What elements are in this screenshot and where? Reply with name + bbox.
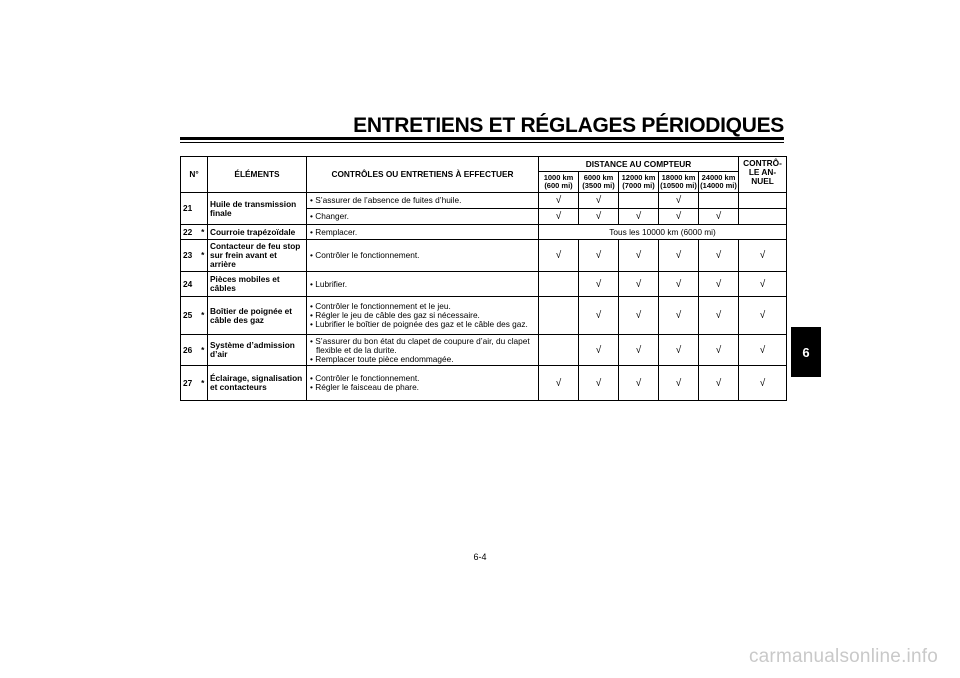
row-number: 23: [181, 240, 199, 272]
check-mark: √: [739, 366, 787, 401]
check-mark: √: [619, 297, 659, 335]
row-control: • Contrôler le fonctionnement.: [307, 240, 539, 272]
empty-cell: [739, 209, 787, 225]
check-mark: √: [659, 366, 699, 401]
row-control: [307, 297, 539, 335]
row-control: • Remplacer.: [307, 225, 539, 240]
check-mark: √: [619, 209, 659, 225]
table-row-24: [181, 272, 787, 297]
interval-span-text: Tous les 10000 km (6000 mi): [539, 225, 787, 240]
check-mark: √: [699, 272, 739, 297]
control-line: • Régler le faisceau de phare.: [310, 382, 419, 392]
row-element: Éclairage, signalisation et contacteurs: [208, 366, 307, 401]
check-mark: √: [579, 193, 619, 209]
row-element: Système d’admission d’air: [208, 335, 307, 366]
row-star: [199, 193, 208, 225]
row-star: *: [199, 335, 208, 366]
check-mark: √: [579, 240, 619, 272]
row-number: 22: [181, 225, 199, 240]
check-mark: √: [539, 209, 579, 225]
row-star: *: [199, 366, 208, 401]
page-number: 6-4: [473, 552, 487, 562]
check-mark: √: [699, 209, 739, 225]
title-rule-thick: [180, 137, 784, 140]
row-element: Courroie trapézoïdale: [208, 225, 307, 240]
header-controls: CONTRÔLES OU ENTRETIENS À EFFECTUER: [307, 157, 539, 193]
interval-3: 12000 km (7000 mi): [619, 172, 659, 193]
watermark: carmanualsonline.info: [748, 646, 938, 667]
check-mark: √: [659, 297, 699, 335]
check-mark: √: [579, 297, 619, 335]
empty-cell: [539, 335, 579, 366]
interval-1: 1000 km (600 mi): [539, 172, 579, 193]
row-control: [307, 335, 539, 366]
check-mark: √: [699, 335, 739, 366]
check-mark: √: [659, 209, 699, 225]
row-number: 26: [181, 335, 199, 366]
table-row-27: [181, 366, 787, 401]
check-mark: √: [539, 240, 579, 272]
row-element: Huile de transmission finale: [208, 193, 307, 225]
check-mark: √: [539, 193, 579, 209]
check-mark: √: [739, 297, 787, 335]
check-mark: √: [619, 272, 659, 297]
chapter-tab: 6: [791, 327, 821, 377]
control-line: • Régler le jeu de câble des gaz si nécessaire.: [310, 310, 480, 320]
control-line: • Remplacer toute pièce endommagée.: [310, 353, 454, 364]
row-star: *: [199, 240, 208, 272]
check-mark: √: [579, 209, 619, 225]
row-control: • Lubrifier.: [307, 272, 539, 297]
table-row-25: [181, 297, 787, 335]
page-title: ENTRETIENS ET RÉGLAGES PÉRIODIQUES: [353, 114, 784, 137]
check-mark: √: [699, 366, 739, 401]
row-element: Boîtier de poignée et câble des gaz: [208, 297, 307, 335]
control-line: • Contrôler le fonctionnement et le jeu.: [310, 301, 451, 311]
check-mark: √: [619, 240, 659, 272]
header-elements: ÉLÉMENTS: [208, 157, 307, 193]
check-mark: √: [659, 335, 699, 366]
title-rule-thin: [180, 142, 784, 143]
check-mark: √: [539, 366, 579, 401]
header-num: N°: [181, 157, 208, 193]
header-annual: CONTRÔ-LE AN-NUEL: [739, 157, 787, 193]
row-star: *: [199, 225, 208, 240]
header-distance: DISTANCE AU COMPTEUR: [539, 157, 739, 172]
empty-cell: [539, 272, 579, 297]
empty-cell: [699, 193, 739, 209]
check-mark: √: [659, 193, 699, 209]
check-mark: √: [699, 297, 739, 335]
check-mark: √: [699, 240, 739, 272]
row-control: • Changer.: [307, 209, 539, 225]
row-number: 27: [181, 366, 199, 401]
check-mark: √: [619, 366, 659, 401]
empty-cell: [619, 193, 659, 209]
row-number: 25: [181, 297, 199, 335]
check-mark: √: [739, 335, 787, 366]
control-line: • Contrôler le fonctionnement.: [310, 373, 420, 383]
check-mark: √: [579, 272, 619, 297]
control-line: • Lubrifier le boîtier de poignée des gaz et le câble des gaz.: [310, 319, 528, 329]
empty-cell: [539, 297, 579, 335]
check-mark: √: [739, 272, 787, 297]
table-row-21a: [181, 193, 787, 209]
row-element: Contacteur de feu stop sur frein avant et arrière: [208, 240, 307, 272]
maintenance-table: [180, 156, 787, 401]
table-row-26: [181, 335, 787, 366]
interval-5: 24000 km (14000 mi): [699, 172, 739, 193]
empty-cell: [739, 193, 787, 209]
row-number: 21: [181, 193, 199, 225]
check-mark: √: [659, 272, 699, 297]
interval-2: 6000 km (3500 mi): [579, 172, 619, 193]
row-star: [199, 272, 208, 297]
check-mark: √: [619, 335, 659, 366]
row-number: 24: [181, 272, 199, 297]
row-element: Pièces mobiles et câbles: [208, 272, 307, 297]
check-mark: √: [739, 240, 787, 272]
row-control: • S’assurer de l’absence de fuites d’huile.: [307, 193, 539, 209]
table-row-23: [181, 240, 787, 272]
row-star: *: [199, 297, 208, 335]
check-mark: √: [579, 366, 619, 401]
header-row: [181, 157, 787, 172]
check-mark: √: [579, 335, 619, 366]
control-line: • S’assurer du bon état du clapet de coupure d’air, du clapet flexible et de la durite.: [310, 335, 530, 355]
interval-4: 18000 km (10500 mi): [659, 172, 699, 193]
check-mark: √: [659, 240, 699, 272]
row-control: [307, 366, 539, 401]
table-row-22: [181, 225, 787, 240]
